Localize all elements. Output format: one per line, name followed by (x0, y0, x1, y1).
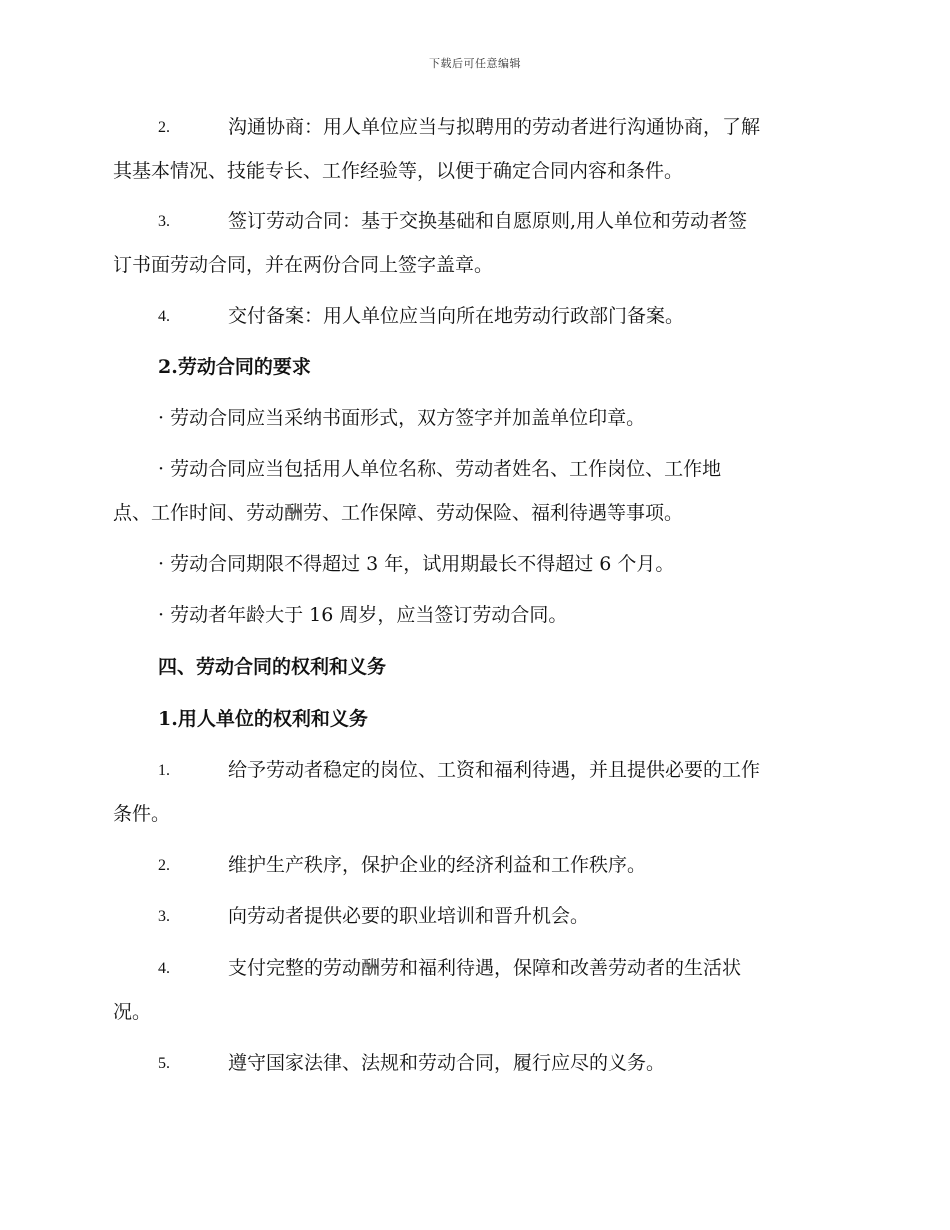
list-item-text: 维护生产秩序，保护企业的经济利益和工作秩序。 (228, 854, 647, 876)
subsection-heading: 1.用人单位的权利和义务 (158, 708, 368, 730)
list-item-number: 3. (158, 908, 170, 925)
section-heading: 2.劳动合同的要求 (158, 356, 311, 378)
list-item-text-continued: 况。 (113, 1001, 152, 1023)
page-header: 下载后可任意编辑 (429, 57, 521, 70)
list-item-text: 沟通协商：用人单位应当与拟聘用的劳动者进行沟通协商，了解 (228, 116, 761, 138)
list-item-text: 给予劳动者稳定的岗位、工资和福利待遇，并且提供必要的工作 (228, 759, 761, 781)
list-item-text: 交付备案：用人单位应当向所在地劳动行政部门备案。 (228, 305, 685, 327)
list-item-text-continued: 条件。 (113, 803, 171, 825)
bullet-item: · 劳动合同应当包括用人单位名称、劳动者姓名、工作岗位、工作地 (158, 458, 722, 480)
chapter-heading: 四、劳动合同的权利和义务 (158, 656, 387, 678)
list-item-text-continued: 订书面劳动合同，并在两份合同上签字盖章。 (113, 254, 494, 276)
bullet-item: · 劳动合同应当采纳书面形式，双方签字并加盖单位印章。 (158, 407, 646, 429)
list-item-number: 1. (158, 762, 170, 779)
bullet-item: · 劳动合同期限不得超过 3 年，试用期最长不得超过 6 个月。 (158, 553, 675, 575)
list-item-text: 向劳动者提供必要的职业培训和晋升机会。 (228, 905, 590, 927)
list-item-number: 2. (158, 857, 170, 874)
list-item-text-continued: 其基本情况、技能专长、工作经验等，以便于确定合同内容和条件。 (113, 160, 684, 182)
list-item-text: 签订劳动合同：基于交换基础和自愿原则,用人单位和劳动者签 (228, 210, 748, 232)
list-item-number: 4. (158, 960, 170, 977)
bullet-item-continued: 点、工作时间、劳动酬劳、工作保障、劳动保险、福利待遇等事项。 (113, 502, 684, 524)
list-item-text: 遵守国家法律、法规和劳动合同，履行应尽的义务。 (228, 1052, 666, 1074)
bullet-item: · 劳动者年龄大于 16 周岁，应当签订劳动合同。 (158, 604, 568, 626)
list-item-number: 3. (158, 213, 170, 230)
list-item-number: 4. (158, 308, 170, 325)
list-item-number: 5. (158, 1055, 170, 1072)
list-item-number: 2. (158, 119, 170, 136)
list-item-text: 支付完整的劳动酬劳和福利待遇，保障和改善劳动者的生活状 (228, 957, 742, 979)
